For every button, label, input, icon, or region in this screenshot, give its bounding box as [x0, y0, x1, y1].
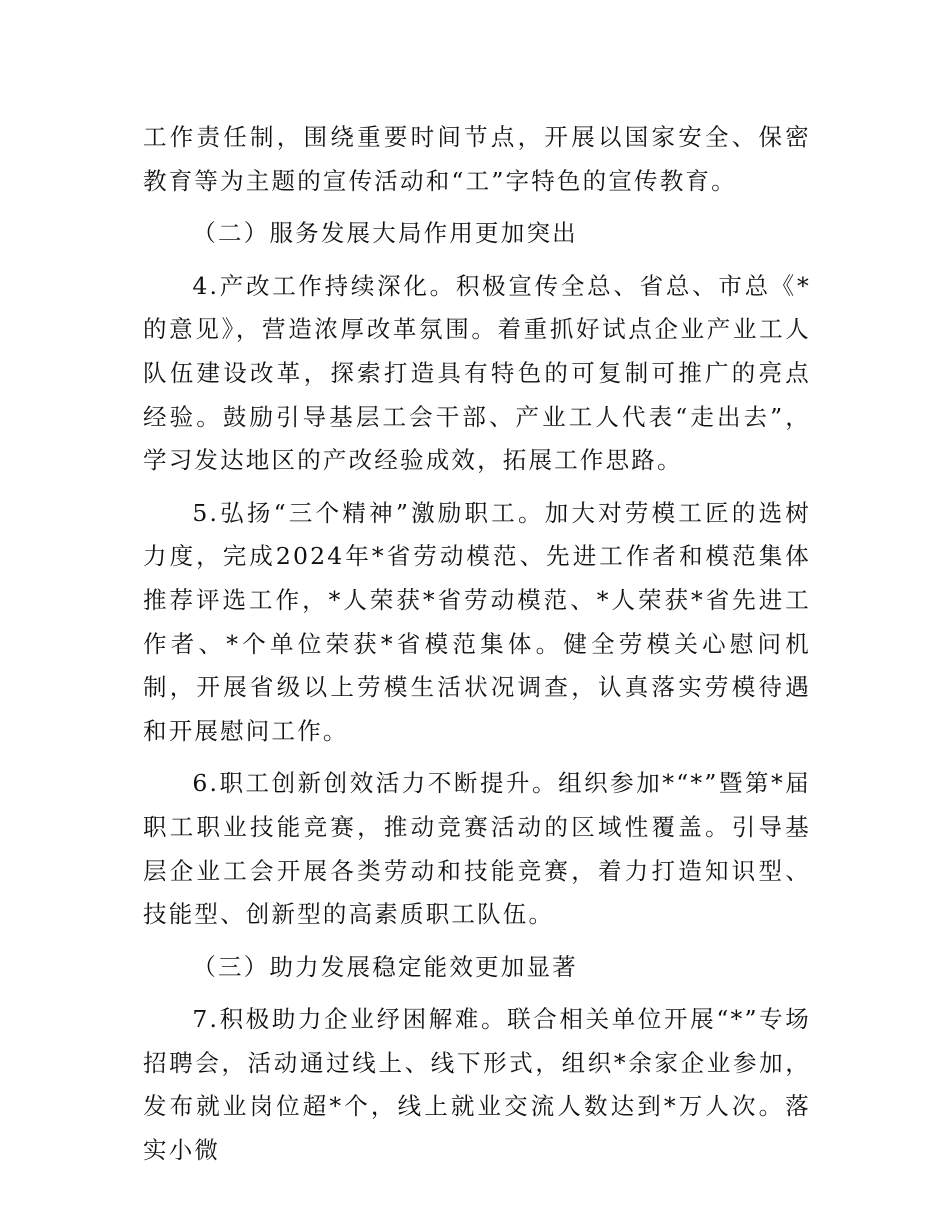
paragraph-item-7: 7.积极助力企业纾困解难。联合相关单位开展“*”专场招聘会，活动通过线上、线下形式，组织*余家企业参加，发布就业岗位超*个，线上就业交流人数达到*万人次。落实小微 — [143, 1005, 811, 1165]
paragraph-continued: 工作责任制，围绕重要时间节点，开展以国家安全、保密教育等为主题的宣传活动和“工”字特色的宣传教育。 — [143, 123, 811, 195]
paragraph-item-5: 5.弘扬“三个精神”激励职工。加大对劳模工匠的选树力度，完成2024年*省劳动模范、先进工作者和模范集体推荐评选工作，*人荣获*省劳动模范、*人荣获*省先进工作者、*个单位荣获*省模范集体。健全劳模关心慰问机制，开展省级以上劳模生活状况调查，认真落实劳模待遇和开展慰问工作。 — [143, 498, 811, 745]
paragraph-item-6: 6.职工创新创效活力不断提升。组织参加*“*”暨第*届职工职业技能竞赛，推动竞赛活动的区域性覆盖。引导基层企业工会开展各类劳动和技能竞赛，着力打造知识型、技能型、创新型的高素质职工队伍。 — [143, 769, 811, 929]
paragraph-item-4: 4.产改工作持续深化。积极宣传全总、省总、市总《*的意见》，营造浓厚改革氛围。着重抓好试点企业产业工人队伍建设改革，探索打造具有特色的可复制可推广的亮点经验。鼓励引导基层工会干部、产业工人代表“走出去”，学习发达地区的产改经验成效，拓展工作思路。 — [143, 271, 811, 475]
section-heading-2: （二）服务发展大局作用更加突出 — [192, 219, 578, 248]
section-heading-3: （三）助力发展稳定能效更加显著 — [192, 952, 578, 981]
document-body — [143, 116, 811, 1182]
